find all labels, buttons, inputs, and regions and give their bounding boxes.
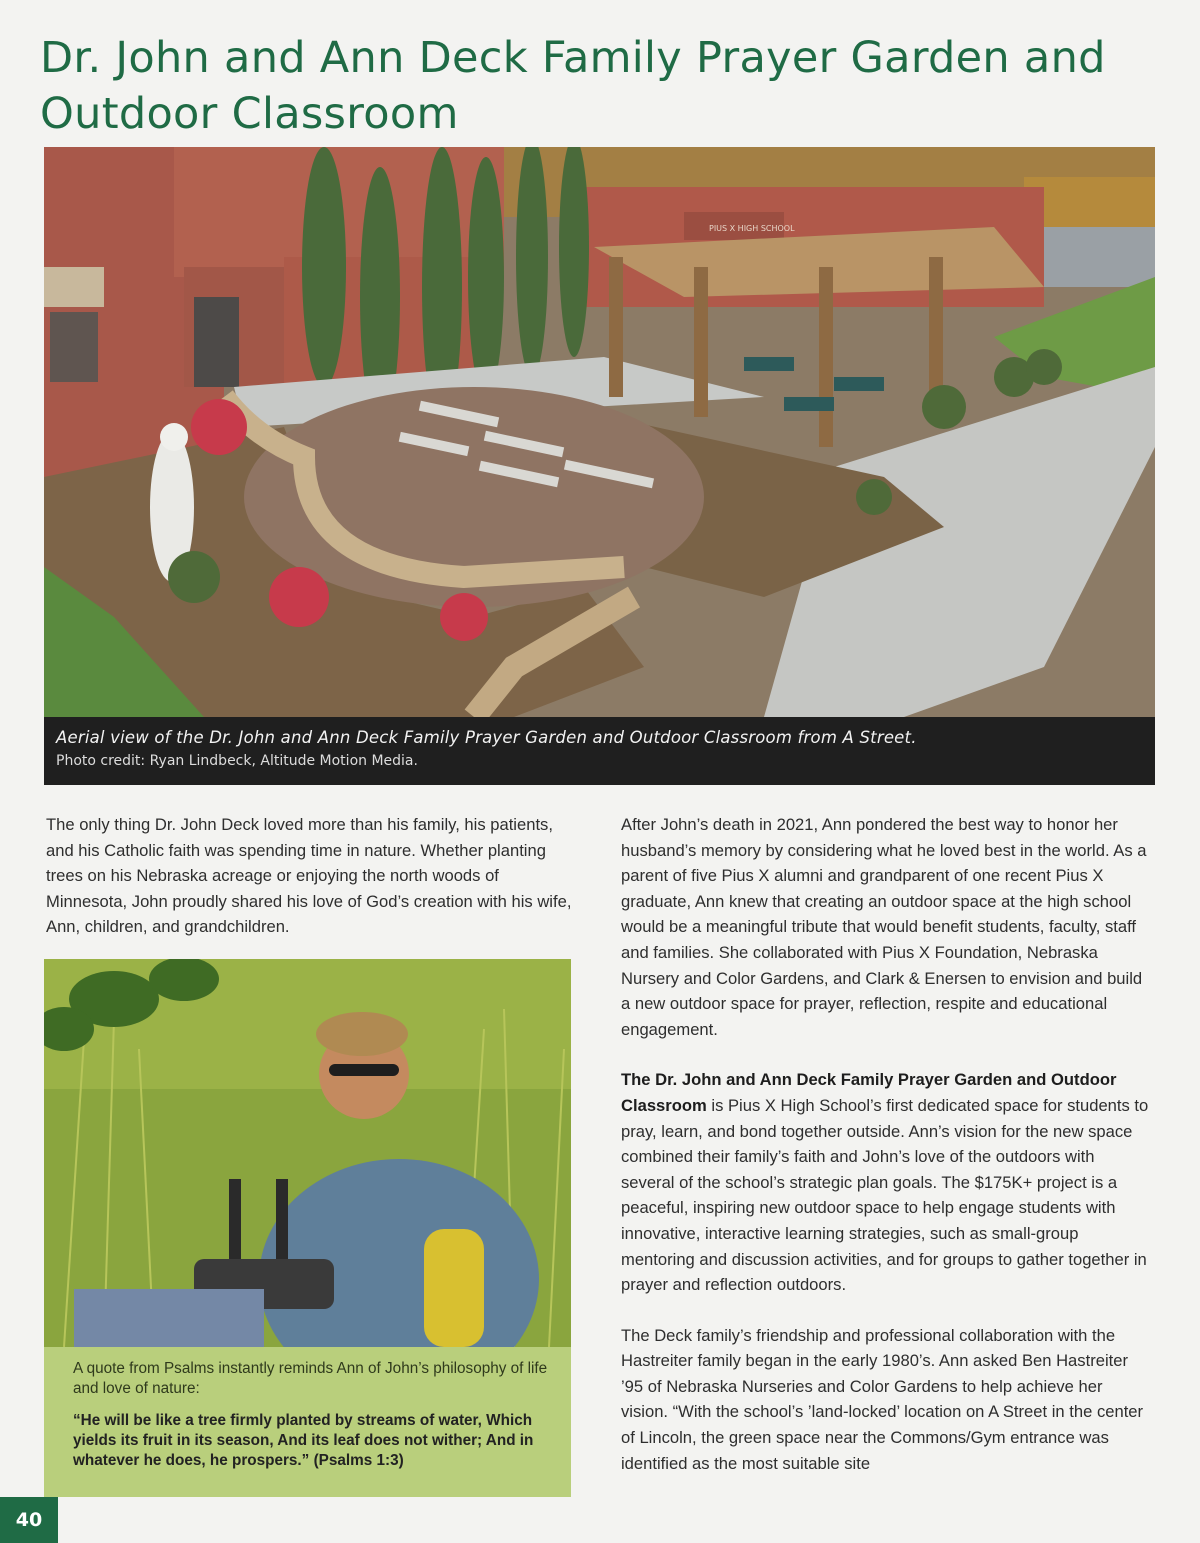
quote-intro: A quote from Psalms instantly reminds Ann of John’s philosophy of life and love of nature: (73, 1360, 548, 1397)
right-column (621, 812, 1151, 1501)
paragraph-collaboration: The Deck family’s friendship and professional collaboration with the Hastreiter family began in the early 1980’s. Ann asked Ben Hastreiter ’95 of Nebraska Nurseries and Color Gardens to help achieve her vision. “With the school’s ’land-locked’ location on A Street in the center of Lincoln, the green space near the Commons/Gym entrance was identified as the most suitable site (621, 1325, 1144, 1473)
paragraph-garden-text: is Pius X High School’s first dedicated space for students to pray, learn, and bond together outside. Ann’s vision for the new space combined their family’s faith and John’s love of the outdoors with several of the school’s strategic plan goals. The $175K+ project is a peaceful, inspiring new outdoor space to help engage students with innovative, interactive learning strategies, such as small-group mentoring and discussion activities, and for groups to gather together in prayer and reflection outdoors. (621, 1095, 1149, 1295)
photo-caption (44, 717, 1155, 785)
quote-box (44, 1347, 571, 1497)
paragraph-garden (621, 1067, 1151, 1297)
building-sign: PIUS X HIGH SCHOOL (709, 224, 795, 233)
portrait-photo (44, 959, 571, 1347)
caption-text: Aerial view of the Dr. John and Ann Deck Family Prayer Garden and Outdoor Classroom from A Street. (56, 728, 917, 747)
page-title: Dr. John and Ann Deck Family Prayer Garden and Outdoor Classroom (40, 33, 1106, 139)
intro-paragraph: The only thing Dr. John Deck loved more than his family, his patients, and his Catholic faith was spending time in nature. Whether planting trees on his Nebraska acreage or enjoying the north woods of Minnesota, John proudly shared his love of God’s creation with his wife, Ann, children, and grandchildren. (46, 815, 572, 937)
garden-name-bold: The Dr. John and Ann Deck Family Prayer Garden and Outdoor Classroom (621, 1070, 1117, 1115)
paragraph-tribute: After John’s death in 2021, Ann pondered the best way to honor her husband’s memory by considering what he loved best in the world. As a parent of five Pius X alumni and grandparent of one recent Pius X graduate, Ann knew that creating an outdoor space at the high school would be a meaningful tribute that would benefit students, faculty, staff and families. She collaborated with Pius X Foundation, Nebraska Nursery and Color Gardens, and Clark & Enersen to envision and build a new outdoor space for prayer, reflection, respite and educational engagement. (621, 815, 1147, 1039)
page-number: 40 (0, 1497, 58, 1543)
hero-photo (44, 147, 1155, 717)
photo-credit: Photo credit: Ryan Lindbeck, Altitude Motion Media. (56, 753, 418, 769)
psalm-quote: “He will be like a tree firmly planted by streams of water, Which yields its fruit in its season, And its leaf does not wither; And in whatever he does, he prospers.” (Psalms 1:3) (73, 1412, 534, 1469)
